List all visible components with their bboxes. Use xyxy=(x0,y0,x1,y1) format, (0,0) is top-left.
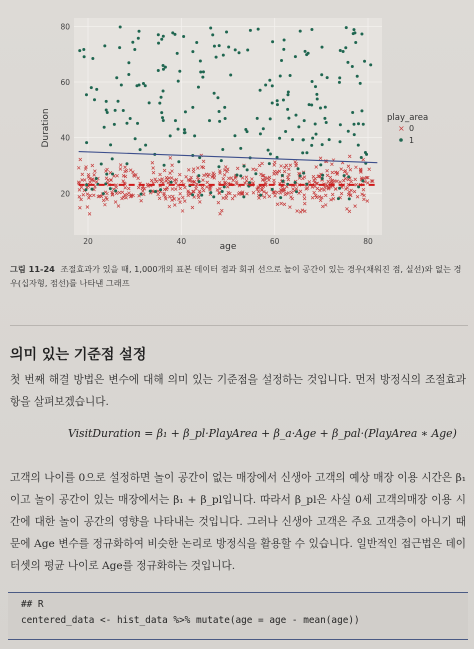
legend-title: play_area xyxy=(387,113,429,123)
data-point-dot xyxy=(315,133,318,136)
data-point-dot xyxy=(239,147,242,150)
data-point-dot xyxy=(354,41,357,44)
data-point-dot xyxy=(149,190,152,193)
data-point-dot xyxy=(195,41,198,44)
data-point-dot xyxy=(338,81,341,84)
data-point-dot xyxy=(103,126,106,129)
data-point-dot xyxy=(229,74,232,77)
data-point-dot xyxy=(305,151,308,154)
data-point-dot xyxy=(339,123,342,126)
data-point-dot xyxy=(279,75,282,78)
data-point-dot xyxy=(85,183,88,186)
code-comment: ## R xyxy=(21,599,44,610)
data-point-dot xyxy=(138,30,141,33)
data-point-dot xyxy=(223,106,226,109)
legend-x-marker: × xyxy=(398,124,405,133)
y-tick-label: 80 xyxy=(60,22,70,32)
data-point-dot xyxy=(120,83,123,86)
data-point-dot xyxy=(111,157,114,160)
data-point-dot xyxy=(363,60,366,63)
data-point-dot xyxy=(85,93,88,96)
data-point-dot xyxy=(178,70,181,73)
data-point-dot xyxy=(242,195,245,198)
data-point-dot xyxy=(321,177,324,180)
data-point-dot xyxy=(91,57,94,60)
data-point-dot xyxy=(139,148,142,151)
data-point-dot xyxy=(310,104,313,107)
data-point-dot xyxy=(113,123,116,126)
data-point-dot xyxy=(343,174,346,177)
data-point-dot xyxy=(233,134,236,137)
data-point-dot xyxy=(131,41,134,44)
data-point-dot xyxy=(191,50,194,53)
data-point-dot xyxy=(271,84,274,87)
data-point-dot xyxy=(142,82,145,85)
data-point-dot xyxy=(199,60,202,63)
data-point-dot xyxy=(357,144,360,147)
x-tick-label: 40 xyxy=(176,237,187,246)
data-point-dot xyxy=(90,86,93,89)
data-point-dot xyxy=(269,117,272,120)
data-point-dot xyxy=(238,51,241,54)
data-point-dot xyxy=(321,174,324,177)
data-point-dot xyxy=(234,48,237,51)
y-tick-label: 20 xyxy=(60,189,70,199)
data-point-dot xyxy=(338,76,341,79)
data-point-dot xyxy=(137,37,140,40)
divider xyxy=(10,325,468,326)
data-point-dot xyxy=(105,173,108,176)
data-point-dot xyxy=(119,25,122,28)
data-point-dot xyxy=(83,55,86,58)
code-line: centered_data <- hist_data %>% mutate(age = age - mean(age)) xyxy=(21,615,360,626)
data-point-dot xyxy=(268,79,271,82)
data-point-dot xyxy=(286,93,289,96)
data-point-dot xyxy=(215,56,218,59)
data-point-dot xyxy=(353,133,356,136)
data-point-dot xyxy=(352,28,355,31)
data-point-dot xyxy=(259,194,262,197)
data-point-dot xyxy=(84,188,87,191)
data-point-dot xyxy=(133,48,136,51)
data-point-dot xyxy=(347,130,350,133)
data-point-dot xyxy=(200,194,203,197)
data-point-dot xyxy=(225,31,228,34)
data-point-dot xyxy=(361,179,364,182)
data-point-dot xyxy=(217,165,220,168)
data-point-dot xyxy=(197,86,200,89)
plot-panel xyxy=(74,18,382,235)
data-point-dot xyxy=(134,137,137,140)
data-point-dot xyxy=(328,138,331,141)
paragraph-2: 고객의 나이를 0으로 설정하면 놀이 공간이 없는 매장에서 신생아 고객의 예상 매장 이용 시간은 β₁이고 놀이 공간이 있는 매장에서는 β₁ + β_pl입니다. 따라서 β_pl은 사실 0세 고객의매장 이용 시간에 대한 놀이 공간의 영향을 나타내는 것입니다. 그러나 신생아 고객은 주요 고객층이 아니기 때문에 Age 변수를 정규화하여 비슷한 논리로 방정식을 활용할 수 있습니다. 일반적인 접근법은 데이터셋의 평균 나이로 Age를 정규화하는 것입니다. xyxy=(10,472,466,572)
data-point-dot xyxy=(199,70,202,73)
data-point-dot xyxy=(369,63,372,66)
data-point-dot xyxy=(182,35,185,38)
data-point-dot xyxy=(259,132,262,135)
data-point-dot xyxy=(310,28,313,31)
data-point-dot xyxy=(136,122,139,125)
data-point-dot xyxy=(364,151,367,154)
data-point-dot xyxy=(105,100,108,103)
data-point-dot xyxy=(311,80,314,83)
data-point-dot xyxy=(114,109,117,112)
data-point-dot xyxy=(176,52,179,55)
data-point-dot xyxy=(218,44,221,47)
data-point-dot xyxy=(338,187,341,190)
data-point-dot xyxy=(93,98,96,101)
data-point-dot xyxy=(305,53,308,56)
data-point-dot xyxy=(287,90,290,93)
data-point-dot xyxy=(303,119,306,122)
data-point-dot xyxy=(208,119,211,122)
data-point-dot xyxy=(212,195,215,198)
data-point-dot xyxy=(213,92,216,95)
data-point-dot xyxy=(359,82,362,85)
data-point-dot xyxy=(314,85,317,88)
data-point-dot xyxy=(218,110,221,113)
data-point-dot xyxy=(246,168,249,171)
data-point-dot xyxy=(319,106,322,109)
data-point-dot xyxy=(140,193,143,196)
data-point-dot xyxy=(183,131,186,134)
data-point-dot xyxy=(268,162,271,165)
data-point-dot xyxy=(357,122,360,125)
data-point-dot xyxy=(301,151,304,154)
data-point-dot xyxy=(302,172,305,175)
data-point-dot xyxy=(314,123,317,126)
data-point-dot xyxy=(360,33,363,36)
data-point-dot xyxy=(227,45,230,48)
data-point-dot xyxy=(269,152,272,155)
data-point-dot xyxy=(282,98,285,101)
data-point-dot xyxy=(163,164,166,167)
data-point-dot xyxy=(342,50,345,53)
data-point-dot xyxy=(127,73,130,76)
section-title: 의미 있는 기준점 설정 xyxy=(10,347,147,363)
data-point-dot xyxy=(209,26,212,29)
data-point-dot xyxy=(294,181,297,184)
y-axis-label: Duration xyxy=(41,108,51,148)
data-point-dot xyxy=(82,48,85,51)
code-block xyxy=(8,592,468,640)
data-point-dot xyxy=(90,188,93,191)
data-point-dot xyxy=(118,46,121,49)
data-point-dot xyxy=(316,98,319,101)
data-point-dot xyxy=(201,76,204,79)
data-point-dot xyxy=(297,167,300,170)
data-point-dot xyxy=(351,111,354,114)
data-point-dot xyxy=(360,109,363,112)
data-point-dot xyxy=(171,31,174,34)
data-point-dot xyxy=(286,108,289,111)
data-point-dot xyxy=(276,103,279,106)
data-point-dot xyxy=(105,109,108,112)
data-point-dot xyxy=(177,128,180,131)
data-point-dot xyxy=(221,148,224,151)
scatter-plot xyxy=(0,0,474,258)
data-point-dot xyxy=(162,35,165,38)
data-point-dot xyxy=(157,69,160,72)
data-point-dot xyxy=(103,44,106,47)
legend-entry-1: 1 xyxy=(409,136,415,145)
data-point-dot xyxy=(158,102,161,105)
data-point-dot xyxy=(304,50,307,53)
data-point-dot xyxy=(162,68,165,71)
data-point-dot xyxy=(321,46,324,49)
data-point-dot xyxy=(324,106,327,109)
data-point-dot xyxy=(302,138,305,141)
data-point-dot xyxy=(360,156,363,159)
data-point-dot xyxy=(122,109,125,112)
data-point-dot xyxy=(159,188,162,191)
data-point-dot xyxy=(295,190,298,193)
data-point-dot xyxy=(221,190,224,193)
data-point-dot xyxy=(114,189,117,192)
data-point-dot xyxy=(248,181,251,184)
data-point-dot xyxy=(281,174,284,177)
data-point-dot xyxy=(287,117,290,120)
data-point-dot xyxy=(127,61,130,64)
data-point-dot xyxy=(211,33,214,36)
data-point-dot xyxy=(346,61,349,64)
data-point-dot xyxy=(271,188,274,191)
data-point-dot xyxy=(222,54,225,57)
data-point-dot xyxy=(78,49,81,52)
data-point-dot xyxy=(257,28,260,31)
data-point-dot xyxy=(95,88,98,91)
data-point-dot xyxy=(177,160,180,163)
data-point-dot xyxy=(111,172,114,175)
data-point-dot xyxy=(170,181,173,184)
data-point-dot xyxy=(289,74,292,77)
data-point-dot xyxy=(135,84,138,87)
data-point-dot xyxy=(144,144,147,147)
data-point-dot xyxy=(183,128,186,131)
data-point-dot xyxy=(160,96,163,99)
data-point-dot xyxy=(311,137,314,140)
data-point-dot xyxy=(154,190,157,193)
legend-entry-0: 0 xyxy=(409,124,415,133)
data-point-dot xyxy=(117,100,120,103)
data-point-dot xyxy=(162,119,165,122)
data-point-dot xyxy=(160,111,163,114)
data-point-dot xyxy=(297,125,300,128)
data-point-dot xyxy=(191,193,194,196)
data-point-dot xyxy=(216,96,219,99)
data-point-dot xyxy=(95,177,98,180)
data-point-dot xyxy=(243,165,246,168)
data-point-dot xyxy=(345,26,348,29)
legend-dot-marker xyxy=(399,138,403,142)
data-point-dot xyxy=(305,183,308,186)
data-point-dot xyxy=(280,59,283,62)
data-point-dot xyxy=(115,76,118,79)
data-point-dot xyxy=(291,138,294,141)
data-point-dot xyxy=(323,117,326,120)
data-point-dot xyxy=(125,162,128,165)
data-point-dot xyxy=(100,162,103,165)
data-point-dot xyxy=(161,116,164,119)
x-tick-label: 80 xyxy=(363,237,373,246)
data-point-dot xyxy=(209,191,212,194)
data-point-dot xyxy=(160,38,163,41)
data-point-dot xyxy=(271,40,274,43)
data-point-dot xyxy=(278,137,281,140)
data-point-dot xyxy=(347,175,350,178)
data-point-dot xyxy=(264,83,267,86)
data-point-dot xyxy=(202,70,205,73)
data-point-dot xyxy=(239,174,242,177)
data-point-dot xyxy=(157,42,160,45)
data-point-dot xyxy=(169,134,172,137)
data-point-dot xyxy=(276,99,279,102)
data-point-dot xyxy=(284,130,287,133)
data-point-dot xyxy=(319,163,322,166)
data-point-dot xyxy=(282,48,285,51)
y-tick-label: 40 xyxy=(60,133,70,143)
data-point-dot xyxy=(348,197,351,200)
data-point-dot xyxy=(339,140,342,143)
data-point-dot xyxy=(177,80,180,83)
data-point-dot xyxy=(249,29,252,32)
paragraph-1: 첫 번째 해결 방법은 변수에 대해 의미 있는 기준점을 설정하는 것입니다. 먼저 방정식의 조절효과 항을 살펴보겠습니다. xyxy=(10,374,466,408)
data-point-dot xyxy=(148,101,151,104)
data-point-dot xyxy=(362,123,365,126)
data-point-dot xyxy=(337,197,340,200)
data-point-dot xyxy=(339,49,342,52)
data-point-dot xyxy=(310,144,313,147)
data-point-dot xyxy=(174,119,177,122)
data-point-dot xyxy=(157,33,160,36)
data-point-dot xyxy=(224,117,227,120)
data-point-dot xyxy=(344,46,347,49)
data-point-dot xyxy=(279,196,282,199)
data-point-dot xyxy=(320,73,323,76)
data-point-dot xyxy=(162,90,165,93)
data-point-dot xyxy=(254,172,257,175)
data-point-dot xyxy=(244,128,247,131)
data-point-dot xyxy=(235,173,238,176)
data-point-dot xyxy=(197,174,200,177)
data-point-dot xyxy=(294,55,297,58)
data-point-dot xyxy=(281,180,284,183)
x-tick-label: 20 xyxy=(83,237,93,246)
data-point-dot xyxy=(129,117,132,120)
data-point-dot xyxy=(256,117,259,120)
figure-caption xyxy=(10,262,468,290)
data-point-dot xyxy=(85,141,88,144)
data-point-dot xyxy=(184,110,187,113)
equation: VisitDuration = β₁ + β_pl·PlayArea + β_a·Age + β_pal·(PlayArea ∗ Age) xyxy=(68,427,457,440)
data-point-dot xyxy=(325,121,328,124)
data-point-dot xyxy=(271,101,274,104)
data-point-dot xyxy=(109,143,112,146)
y-tick-label: 60 xyxy=(60,77,70,87)
data-point-dot xyxy=(102,192,105,195)
data-point-dot xyxy=(220,159,223,162)
data-point-dot xyxy=(351,65,354,68)
caption-label: 그림 11-24 xyxy=(10,264,55,274)
data-point-dot xyxy=(321,143,324,146)
data-point-dot xyxy=(283,39,286,42)
data-point-dot xyxy=(125,122,128,125)
x-tick-label: 60 xyxy=(269,237,280,246)
data-point-dot xyxy=(308,103,311,106)
data-point-dot xyxy=(267,149,270,152)
data-point-dot xyxy=(299,30,302,33)
data-point-dot xyxy=(218,120,221,123)
data-point-dot xyxy=(193,134,196,137)
legend xyxy=(387,113,428,145)
data-point-dot xyxy=(326,76,329,79)
data-point-dot xyxy=(294,114,297,117)
data-point-dot xyxy=(246,49,249,52)
data-point-dot xyxy=(213,45,216,48)
data-point-dot xyxy=(198,180,201,183)
data-point-dot xyxy=(352,32,355,35)
data-point-dot xyxy=(315,93,318,96)
data-point-dot xyxy=(356,75,359,78)
data-point-dot xyxy=(299,174,302,177)
caption-text: 조절효과가 있을 때, 1,000개의 표본 데이터 점과 회귀 선으로 놀이 공간이 있는 경우(채워진 점, 실선)와 없는 경우(십자형, 점선)를 나타낸 그래프 xyxy=(10,264,462,288)
data-point-dot xyxy=(109,187,112,190)
data-point-dot xyxy=(259,89,262,92)
data-point-dot xyxy=(353,123,356,126)
data-point-dot xyxy=(262,127,265,130)
data-point-dot xyxy=(191,106,194,109)
x-axis-label: age xyxy=(219,242,237,252)
